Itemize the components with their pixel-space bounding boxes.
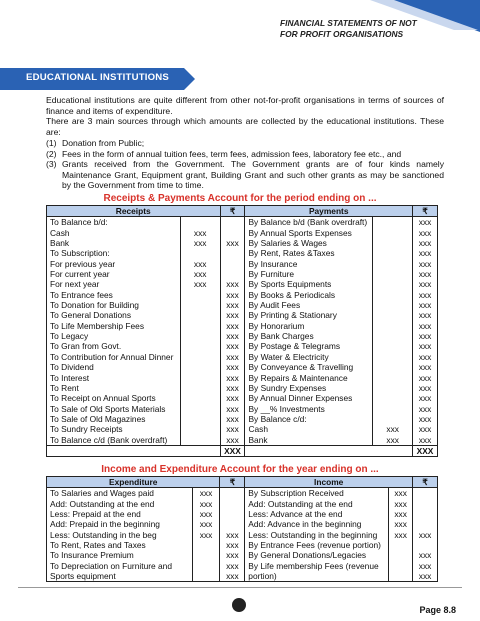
right-inner-amount: xxx	[389, 499, 413, 509]
left-item: For previous year	[47, 259, 181, 269]
table-row	[47, 571, 438, 582]
left-inner-amount: xxx	[180, 269, 220, 279]
left-item: To Balance b/d:	[47, 217, 181, 228]
right-inner-amount	[389, 571, 413, 582]
left-item: To Legacy	[47, 331, 181, 341]
table-row	[47, 321, 438, 331]
left-item: To General Donations	[47, 310, 181, 320]
left-inner-amount	[180, 373, 220, 383]
left-amount: xxx	[220, 352, 245, 362]
right-item: By Entrance Fees (revenue portion)	[245, 540, 389, 550]
left-inner-amount: xxx	[192, 499, 220, 509]
right-item: By Books & Periodicals	[245, 290, 373, 300]
left-amount	[220, 499, 245, 509]
left-amount: xxx	[220, 321, 245, 331]
table-row	[47, 383, 438, 393]
right-amount: xxx	[413, 321, 438, 331]
table-row	[47, 488, 438, 499]
table-row	[47, 290, 438, 300]
left-item: To Balance c/d (Bank overdraft)	[47, 435, 181, 446]
right-amount	[413, 499, 438, 509]
left-amount	[220, 269, 245, 279]
right-inner-amount	[373, 362, 413, 372]
right-item: By Rent, Rates &Taxes	[245, 248, 373, 258]
left-item: To Receipt on Annual Sports	[47, 393, 181, 403]
right-item: By Sundry Expenses	[245, 383, 373, 393]
left-amount: xxx	[220, 571, 245, 582]
right-inner-amount	[373, 238, 413, 248]
left-amount: xxx	[220, 373, 245, 383]
list-number: (3)	[46, 159, 57, 170]
left-amount: xxx	[220, 393, 245, 403]
right-inner-amount	[389, 550, 413, 560]
right-amount	[413, 509, 438, 519]
left-amount	[220, 228, 245, 238]
right-item: By Repairs & Maintenance	[245, 373, 373, 383]
left-inner-amount	[180, 331, 220, 341]
right-amount: xxx	[413, 435, 438, 446]
right-amount: xxx	[413, 300, 438, 310]
right-inner-amount	[373, 300, 413, 310]
table-header-row	[47, 477, 438, 488]
right-inner-amount	[373, 393, 413, 403]
left-item: To Donation for Building	[47, 300, 181, 310]
right-amount: xxx	[413, 238, 438, 248]
left-inner-amount	[192, 550, 220, 560]
table-row	[47, 238, 438, 248]
right-amount	[413, 519, 438, 529]
left-inner-amount	[180, 341, 220, 351]
header-title	[280, 18, 470, 40]
total-row	[47, 445, 438, 456]
right-item: By Insurance	[245, 259, 373, 269]
right-inner-amount	[373, 404, 413, 414]
right-item: By Annual Dinner Expenses	[245, 393, 373, 403]
table-row	[47, 279, 438, 289]
receipts-payments-table	[46, 205, 438, 457]
left-inner-amount	[180, 435, 220, 446]
table-row	[47, 414, 438, 424]
left-inner-amount: xxx	[180, 238, 220, 248]
right-inner-amount	[373, 321, 413, 331]
receipts-header: Receipts	[47, 206, 221, 217]
right-amount: xxx	[413, 424, 438, 434]
left-item: To Sale of Old Magazines	[47, 414, 181, 424]
table-row	[47, 331, 438, 341]
left-item: To Contribution for Annual Dinner	[47, 352, 181, 362]
left-item: To Dividend	[47, 362, 181, 372]
left-item: To Insurance Premium	[47, 550, 193, 560]
left-amount: xxx	[220, 435, 245, 446]
left-item: To Sale of Old Sports Materials	[47, 404, 181, 414]
list-item	[46, 159, 444, 191]
left-item: Less: Outstanding in the beg	[47, 530, 193, 540]
right-item: By Life membership Fees (revenue	[245, 561, 389, 571]
left-inner-amount: xxx	[180, 279, 220, 289]
left-amount: xxx	[220, 414, 245, 424]
right-inner-amount: xxx	[389, 509, 413, 519]
left-inner-amount	[180, 362, 220, 372]
left-item: To Life Membership Fees	[47, 321, 181, 331]
right-inner-amount	[373, 414, 413, 424]
table-row	[47, 217, 438, 228]
right-item: By Water & Electricity	[245, 352, 373, 362]
left-inner-amount	[180, 352, 220, 362]
left-inner-amount	[180, 290, 220, 300]
left-amount	[220, 509, 245, 519]
left-item: To Interest	[47, 373, 181, 383]
left-amount	[220, 217, 245, 228]
right-item: portion)	[245, 571, 389, 582]
right-inner-amount	[373, 331, 413, 341]
left-amount	[220, 259, 245, 269]
section-title: EDUCATIONAL INSTITUTIONS	[26, 72, 170, 83]
right-amount	[413, 540, 438, 550]
right-inner-amount: xxx	[389, 519, 413, 529]
right-inner-amount	[373, 269, 413, 279]
table-header-row	[47, 206, 438, 217]
left-inner-amount	[180, 404, 220, 414]
right-inner-amount	[373, 248, 413, 258]
rupee-header: ₹	[413, 206, 438, 217]
left-amount: xxx	[220, 341, 245, 351]
left-item: For next year	[47, 279, 181, 289]
ie-heading: Income and Expenditure Account for the year ending on ...	[101, 464, 379, 475]
right-inner-amount	[373, 373, 413, 383]
left-inner-amount	[180, 414, 220, 424]
left-amount: xxx	[220, 550, 245, 560]
right-inner-amount	[373, 259, 413, 269]
table-row	[47, 424, 438, 434]
right-inner-amount	[373, 310, 413, 320]
left-item: To Depreciation on Furniture and	[47, 561, 193, 571]
table-row	[47, 561, 438, 571]
right-item: Cash	[245, 424, 373, 434]
rp-heading: Receipts & Payments Account for the period ending on ...	[103, 193, 377, 204]
header-title-line1: FINANCIAL STATEMENTS OF NOT	[280, 18, 417, 28]
list-item	[46, 149, 444, 160]
right-inner-amount: xxx	[373, 435, 413, 446]
right-item: By Printing & Stationary	[245, 310, 373, 320]
right-item: By Sports Equipments	[245, 279, 373, 289]
table-row	[47, 310, 438, 320]
list-number: (1)	[46, 138, 57, 148]
right-item: By Bank Charges	[245, 331, 373, 341]
right-inner-amount	[373, 341, 413, 351]
right-amount: xxx	[413, 310, 438, 320]
right-inner-amount	[373, 279, 413, 289]
left-inner-amount	[180, 248, 220, 258]
table-row	[47, 362, 438, 372]
right-amount	[413, 488, 438, 499]
list-text: Donation from Public;	[62, 138, 145, 148]
rupee-header: ₹	[220, 477, 245, 488]
left-inner-amount	[180, 321, 220, 331]
footer-divider	[18, 587, 462, 588]
left-inner-amount	[192, 540, 220, 550]
list-text: Grants received from the Government. The Government grants are of four kinds namely Maintenance Grant, Equipment grant, Building Grant and such other grants as may be sanctioned by the Government from time to time.	[62, 159, 444, 191]
left-item: To Rent	[47, 383, 181, 393]
left-amount: xxx	[220, 362, 245, 372]
table-row	[47, 435, 438, 446]
right-inner-amount: xxx	[389, 530, 413, 540]
total-left: XXX	[220, 445, 245, 456]
right-amount: xxx	[413, 331, 438, 341]
right-amount: xxx	[413, 259, 438, 269]
right-item: By Audit Fees	[245, 300, 373, 310]
table-row	[47, 540, 438, 550]
table-row	[47, 269, 438, 279]
right-amount: xxx	[413, 550, 438, 560]
payments-header: Payments	[245, 206, 413, 217]
left-item: Cash	[47, 228, 181, 238]
table-row	[47, 228, 438, 238]
left-inner-amount	[180, 393, 220, 403]
right-amount: xxx	[413, 248, 438, 258]
right-inner-amount: xxx	[389, 488, 413, 499]
left-amount: xxx	[220, 238, 245, 248]
right-item: By Conveyance & Travelling	[245, 362, 373, 372]
left-amount: xxx	[220, 383, 245, 393]
right-amount: xxx	[413, 373, 438, 383]
right-item: By General Donations/Legacies	[245, 550, 389, 560]
table-row	[47, 550, 438, 560]
right-inner-amount	[373, 217, 413, 228]
right-amount: xxx	[413, 414, 438, 424]
right-item: By Subscription Received	[245, 488, 389, 499]
left-amount: xxx	[220, 300, 245, 310]
table-row	[47, 341, 438, 351]
right-amount: xxx	[413, 383, 438, 393]
table-row	[47, 373, 438, 383]
left-inner-amount	[180, 310, 220, 320]
right-item: By Postage & Telegrams	[245, 341, 373, 351]
sources-list	[46, 138, 444, 191]
right-amount: xxx	[413, 279, 438, 289]
left-inner-amount: xxx	[192, 509, 220, 519]
right-inner-amount	[389, 540, 413, 550]
table-row	[47, 499, 438, 509]
right-amount: xxx	[413, 341, 438, 351]
right-item: Bank	[245, 435, 373, 446]
left-amount: xxx	[220, 404, 245, 414]
right-inner-amount	[389, 561, 413, 571]
right-amount: xxx	[413, 393, 438, 403]
left-inner-amount: xxx	[192, 488, 220, 499]
table-row	[47, 393, 438, 403]
right-item: By Annual Sports Expenses	[245, 228, 373, 238]
left-inner-amount	[192, 571, 220, 582]
right-item: By Salaries & Wages	[245, 238, 373, 248]
left-item: Sports equipment	[47, 571, 193, 582]
total-spacer	[245, 445, 413, 456]
table-row	[47, 509, 438, 519]
right-inner-amount	[373, 383, 413, 393]
left-amount: xxx	[220, 424, 245, 434]
table-row	[47, 352, 438, 362]
right-inner-amount: xxx	[373, 424, 413, 434]
left-inner-amount: xxx	[192, 519, 220, 529]
table-row	[47, 519, 438, 529]
left-item: To Gran from Govt.	[47, 341, 181, 351]
left-inner-amount: xxx	[180, 228, 220, 238]
right-item: Add: Outstanding at the end	[245, 499, 389, 509]
right-inner-amount	[373, 228, 413, 238]
left-amount	[220, 488, 245, 499]
left-item: To Sundry Receipts	[47, 424, 181, 434]
left-inner-amount	[180, 300, 220, 310]
right-inner-amount	[373, 352, 413, 362]
right-item: By Honorarium	[245, 321, 373, 331]
income-expenditure-table	[46, 476, 438, 582]
table-row	[47, 300, 438, 310]
left-inner-amount	[180, 424, 220, 434]
total-spacer	[47, 445, 221, 456]
header-title-line2: FOR PROFIT ORGANISATIONS	[280, 29, 404, 39]
table-row	[47, 259, 438, 269]
left-amount: xxx	[220, 310, 245, 320]
left-inner-amount: xxx	[180, 259, 220, 269]
right-item: Less: Advance at the end	[245, 509, 389, 519]
right-amount: xxx	[413, 571, 438, 582]
right-amount: xxx	[413, 217, 438, 228]
left-amount: xxx	[220, 530, 245, 540]
page-number: Page 8.8	[419, 605, 456, 615]
list-text: Fees in the form of annual tuition fees, term fees, admission fees, laboratory fee etc., and	[62, 148, 402, 159]
right-amount: xxx	[413, 228, 438, 238]
left-amount: xxx	[220, 561, 245, 571]
right-amount: xxx	[413, 362, 438, 372]
left-item: Add: Prepaid in the beginning	[47, 519, 193, 529]
left-amount	[220, 519, 245, 529]
right-amount: xxx	[413, 290, 438, 300]
left-amount: xxx	[220, 540, 245, 550]
left-item: For current year	[47, 269, 181, 279]
intro-text	[46, 95, 444, 137]
left-amount: xxx	[220, 331, 245, 341]
left-inner-amount	[180, 383, 220, 393]
left-item: Add: Outstanding at the end	[47, 499, 193, 509]
right-inner-amount	[373, 290, 413, 300]
left-item: To Subscription:	[47, 248, 181, 258]
income-header: Income	[245, 477, 413, 488]
right-item: Less: Outstanding in the beginning	[245, 530, 389, 540]
right-amount: xxx	[413, 561, 438, 571]
table-row	[47, 248, 438, 258]
left-item: To Entrance fees	[47, 290, 181, 300]
left-amount: xxx	[220, 279, 245, 289]
left-inner-amount	[180, 217, 220, 228]
left-item: Less: Prepaid at the end	[47, 509, 193, 519]
left-item: To Rent, Rates and Taxes	[47, 540, 193, 550]
rupee-header: ₹	[413, 477, 438, 488]
left-inner-amount: xxx	[192, 530, 220, 540]
right-amount: xxx	[413, 530, 438, 540]
left-item: To Salaries and Wages paid	[47, 488, 193, 499]
expenditure-header: Expenditure	[47, 477, 220, 488]
right-item: By Balance b/d (Bank overdraft)	[245, 217, 373, 228]
publisher-logo-icon	[232, 598, 246, 612]
left-inner-amount	[192, 561, 220, 571]
intro-paragraph-2: There are 3 main sources through which amounts are collected by the educational institutions. These are:	[46, 116, 444, 137]
list-item	[46, 138, 444, 149]
left-item: Bank	[47, 238, 181, 248]
right-amount: xxx	[413, 352, 438, 362]
right-item: By Furniture	[245, 269, 373, 279]
intro-paragraph-1: Educational institutions are quite different from other not-for-profit organisations in terms of sources of finance and items of expenditure.	[46, 95, 444, 116]
right-item: By Balance c/d:	[245, 414, 373, 424]
list-number: (2)	[46, 148, 57, 159]
right-amount: xxx	[413, 269, 438, 279]
rupee-header: ₹	[220, 206, 245, 217]
left-amount: xxx	[220, 290, 245, 300]
right-item: Add: Advance in the beginning	[245, 519, 389, 529]
right-amount: xxx	[413, 404, 438, 414]
table-row	[47, 404, 438, 414]
table-row	[47, 530, 438, 540]
total-right: XXX	[413, 445, 438, 456]
left-amount	[220, 248, 245, 258]
right-item: By __% Investments	[245, 404, 373, 414]
